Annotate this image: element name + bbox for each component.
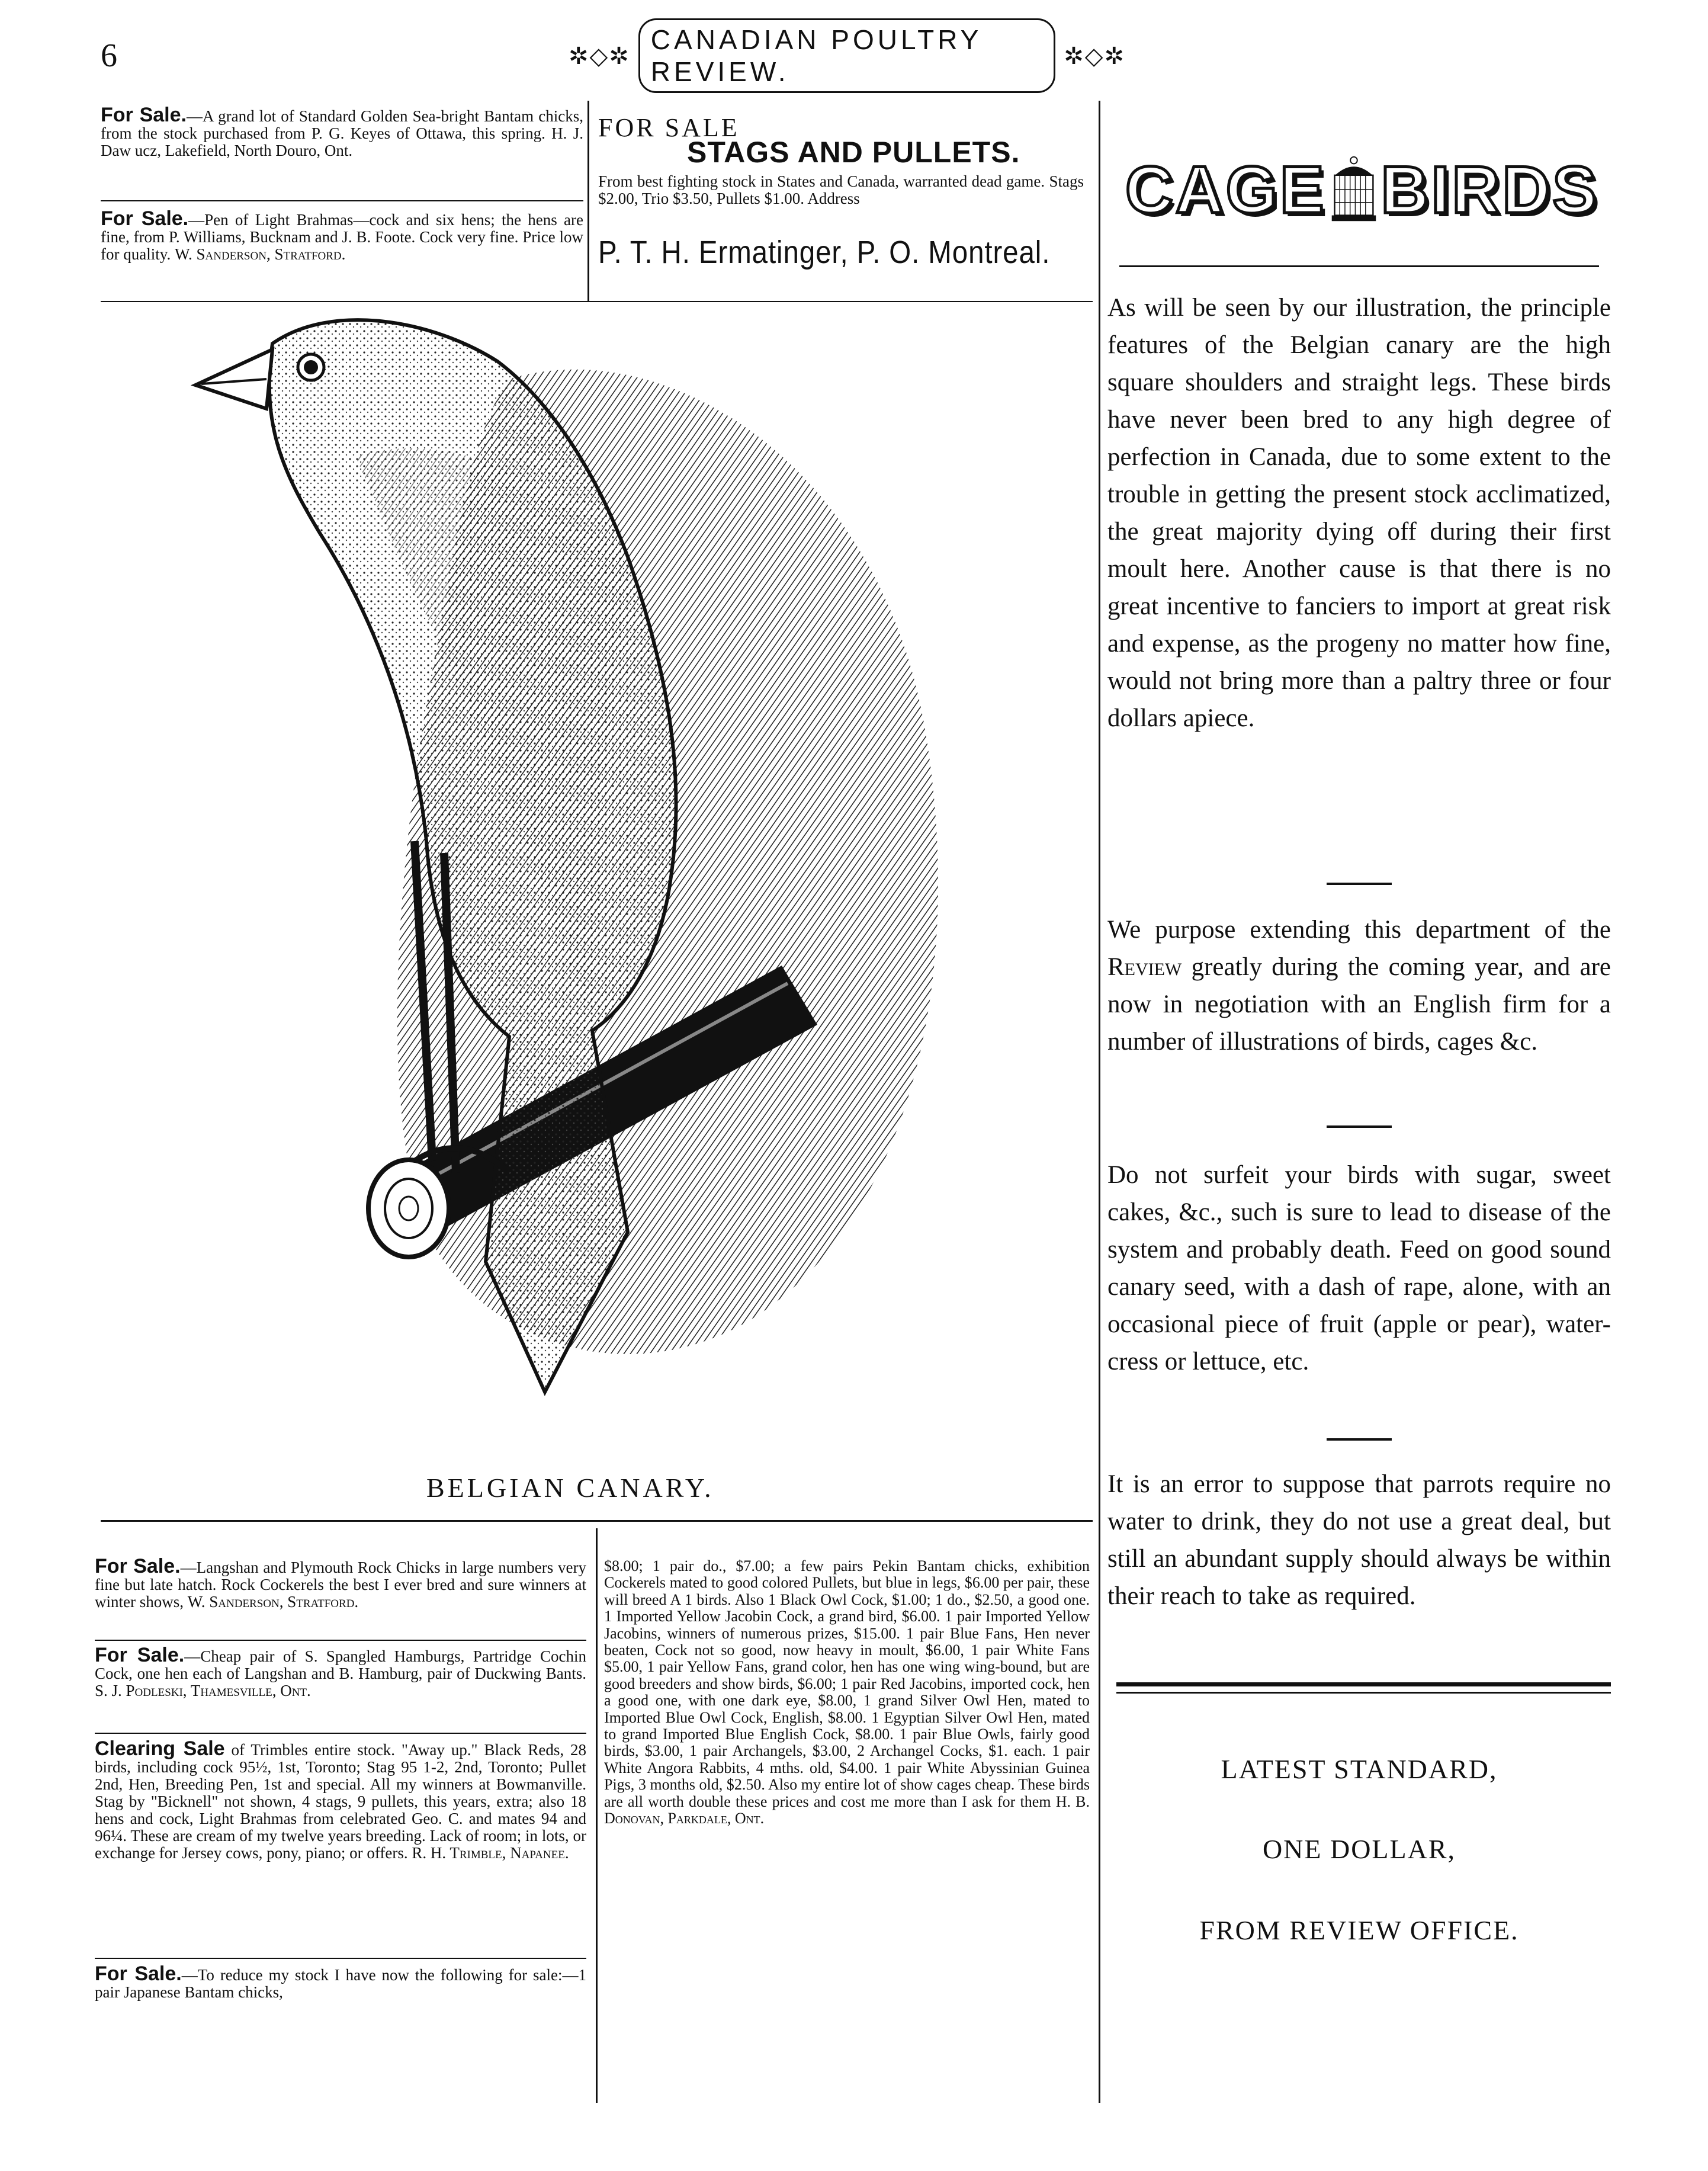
ad-name: W. Sanderson, Stratford. <box>174 245 346 263</box>
standard-line-3: FROM REVIEW OFFICE. <box>1199 1915 1519 1945</box>
stags-text: From best fighting stock in States and Canada, warranted dead game. Stags $2.00, Trio $3.50, Pullets $1.00. Address <box>598 172 1084 207</box>
masthead-ornament-right: ✲◇✲ <box>1064 42 1125 69</box>
ad-text: —Pen of Light Brahmas—cock and six hens; the hens are fine, from P. Williams, Bucknam and J. B. Foote. Cock very fine. Price low for quality. <box>101 211 583 263</box>
ad-name: R. H. Trimble, Napanee. <box>412 1844 569 1862</box>
birdcage-icon <box>1327 118 1381 261</box>
page-number: 6 <box>101 37 117 74</box>
article-paragraph-2-end: greatly during the coming year, and are now in negotiation with an English firm for a number of illustrations of birds, cages &c. <box>1107 953 1611 1056</box>
rule-ad-separator <box>95 1640 586 1641</box>
cage-birds-word-right: BIRDS <box>1380 152 1599 227</box>
masthead-ornament-left: ✲◇✲ <box>569 42 630 69</box>
masthead-title: CANADIAN POULTRY REVIEW. <box>638 18 1055 93</box>
ad-text: of Trimbles entire stock. "Away up." Black Reds, 28 birds, including cock 95½, 1st, Toronto; Stag 95 1-2, 2nd, Toronto; Pullet 2nd, Hen, Breeding Pen, 1st and special. All my winners at Bowmanville. Stag by "Bicknell" not shown, 4 stags, 9 pullets, this years, extra; also 18 hens and cock, Light Brahmas from celebrated Geo. C. and mates 94 and 96¼. These are cream of my twelve years breeding. Lack of room; in lots, or exchange for Jersey cows, pony, piano; or offers. <box>95 1741 586 1862</box>
ad-text: —Langshan and Plymouth Rock Chicks in large numbers very fine but late hatch. Rock Cockerels the best I ever bred and sure winners at winter shows, <box>95 1558 586 1611</box>
ad-name: H. B. Donovan, Parkdale, Ont. <box>604 1792 1090 1827</box>
double-rule-bottom <box>1116 1692 1611 1694</box>
rule-ad-separator <box>95 1733 586 1734</box>
column-rule-right <box>1099 101 1100 2103</box>
ad-text: $8.00; 1 pair do., $7.00; a few pairs Pekin Bantam chicks, exhibition Cockerels mated to good colored Pullets, but blue in legs, $6.00 per pair, these will breed A 1 birds. Also 1 Black Owl Cock, $1.00; 1 do., $2.50, a good one. 1 Imported Yellow Jacobin Cock, a grand bird, $6.00. 1 pair Imported Yellow Jacobins, winners of numerous prizes, $15.00. 1 pair Blue Fans, Hen never beaten, Cock not so good, now heavy in moult, $6.00, 1 pair White Fans $5.00, 1 pair Yellow Fans, grand color, hen has one wing wing-bound, but are good breeders and show birds, $6.00; 1 pair Red Jacobins, imported cock, hen a good one, with one dark eye, $8.00, 1 grand Silver Owl Hen, mated to Imported Blue Owl Cock, English, $8.00. 1 Egyptian Silver Owl Hen, mated to grand Imported Blue English Cock, $8.00. 1 pair Blue Owls, fairly good birds, $3.00, 1 pair Archangels, $3.00, 2 Archangel Cocks, $1. each. 1 pair White Angora Rabbits, 4 mths. old, $4.00. 1 pair White Abyssinian Guinea Pigs, 3 months old, $2.50. Also my entire lot of show cages cheap. These birds are all worth double these prices and cost me more than I ask for them <box>604 1557 1090 1810</box>
cage-birds-underline <box>1119 265 1599 267</box>
review-word: Review <box>1107 953 1182 981</box>
ad-lead: For Sale. <box>95 1555 181 1577</box>
rule-top-ads-bottom <box>101 301 1093 302</box>
illustration-caption: BELGIAN CANARY. <box>426 1473 714 1503</box>
rule-caption-bottom <box>101 1520 1093 1522</box>
ad-name: S. J. Podleski, Thamesville, Ont. <box>95 1682 311 1699</box>
ad-clearing-sale <box>95 1737 586 1862</box>
article-paragraph-4: It is an error to suppose that parrots require no water to drink, they do not use a great deal, but still an abundant supply should always be within their reach to take as required. <box>1107 1470 1611 1610</box>
rule-ad-separator <box>95 1958 586 1959</box>
ad-reduce-stock <box>95 1962 586 2001</box>
ad-name: W. Sanderson, Stratford. <box>187 1593 359 1611</box>
article-paragraph-3: Do not surfeit your birds with sugar, sweet cakes, &c., such is sure to lead to disease of the system and probably death. Feed on good sound canary seed, with a dash of rape, alone, with an occasional piece of fruit (apple or pear), water-cress or lettuce, etc. <box>1107 1161 1611 1375</box>
masthead <box>569 24 1125 87</box>
double-rule-top <box>1116 1682 1611 1686</box>
cage-birds-header <box>1125 113 1599 267</box>
article-paragraph-1: As will be seen by our illustration, the principle features of the Belgian canary are the high square shoulders and straight legs. These birds have never been bred to any high degree of perfection in Canada, due to some extent to the trouble in getting the present stock acclimatized, the great majority dying off during their first moult here. Another cause is that there is no great incentive to fanciers to import at great risk and expense, as the progeny no matter how fine, would not bring more than a paltry three or four dollars apiece. <box>1107 294 1611 732</box>
column-rule-bottom-mid <box>596 1528 598 2103</box>
ad-text: —To reduce my stock I have now the following for sale:—1 pair Japanese Bantam chicks, <box>95 1966 586 2001</box>
ad-lead: Clearing Sale <box>95 1737 225 1760</box>
article-paragraph-2-start: We purpose extending this department of the <box>1107 916 1611 944</box>
ad-spangled-hamburgs <box>95 1644 586 1699</box>
ad-lead: For Sale. <box>95 1962 182 1985</box>
ad-text: —A grand lot of Standard Golden Sea-bright Bantam chicks, from the stock purchased from P. G. Keyes of Ottawa, this spring. H. J. Daw ucz, Lakefield, North Douro, Ont. <box>101 107 583 159</box>
stags-title: STAGS AND PULLETS. <box>687 136 1020 169</box>
section-divider <box>1327 1438 1392 1441</box>
ad-light-brahmas <box>101 207 583 263</box>
ad-lead: For Sale. <box>95 1644 185 1666</box>
column-rule-top-left <box>587 101 589 302</box>
article-paragraph-2 <box>1107 911 1611 1060</box>
ad-lead: For Sale. <box>101 207 189 230</box>
ad-text: —Cheap pair of S. Spangled Hamburgs, Partridge Cochin Cock, one hen each of Langshan and B. Hamburg, pair of Duckwing Bants. <box>95 1647 586 1682</box>
ad-langshan-plymouth <box>95 1555 586 1611</box>
cage-birds-word-left: CAGE <box>1125 152 1327 227</box>
ad-donovan-stock <box>604 1558 1090 1827</box>
belgian-canary-illustration <box>178 308 1066 1469</box>
standard-line-2: ONE DOLLAR, <box>1262 1834 1456 1864</box>
ad-golden-seabright <box>101 104 583 159</box>
standard-line-1: LATEST STANDARD, <box>1221 1754 1498 1784</box>
stags-address: P. T. H. Ermatinger, P. O. Montreal. <box>598 235 1051 270</box>
rule-ad-separator <box>101 200 583 201</box>
section-divider <box>1327 883 1392 885</box>
section-divider <box>1327 1125 1392 1128</box>
stags-header: FOR SALE <box>598 113 740 142</box>
ad-lead: For Sale. <box>101 104 187 126</box>
